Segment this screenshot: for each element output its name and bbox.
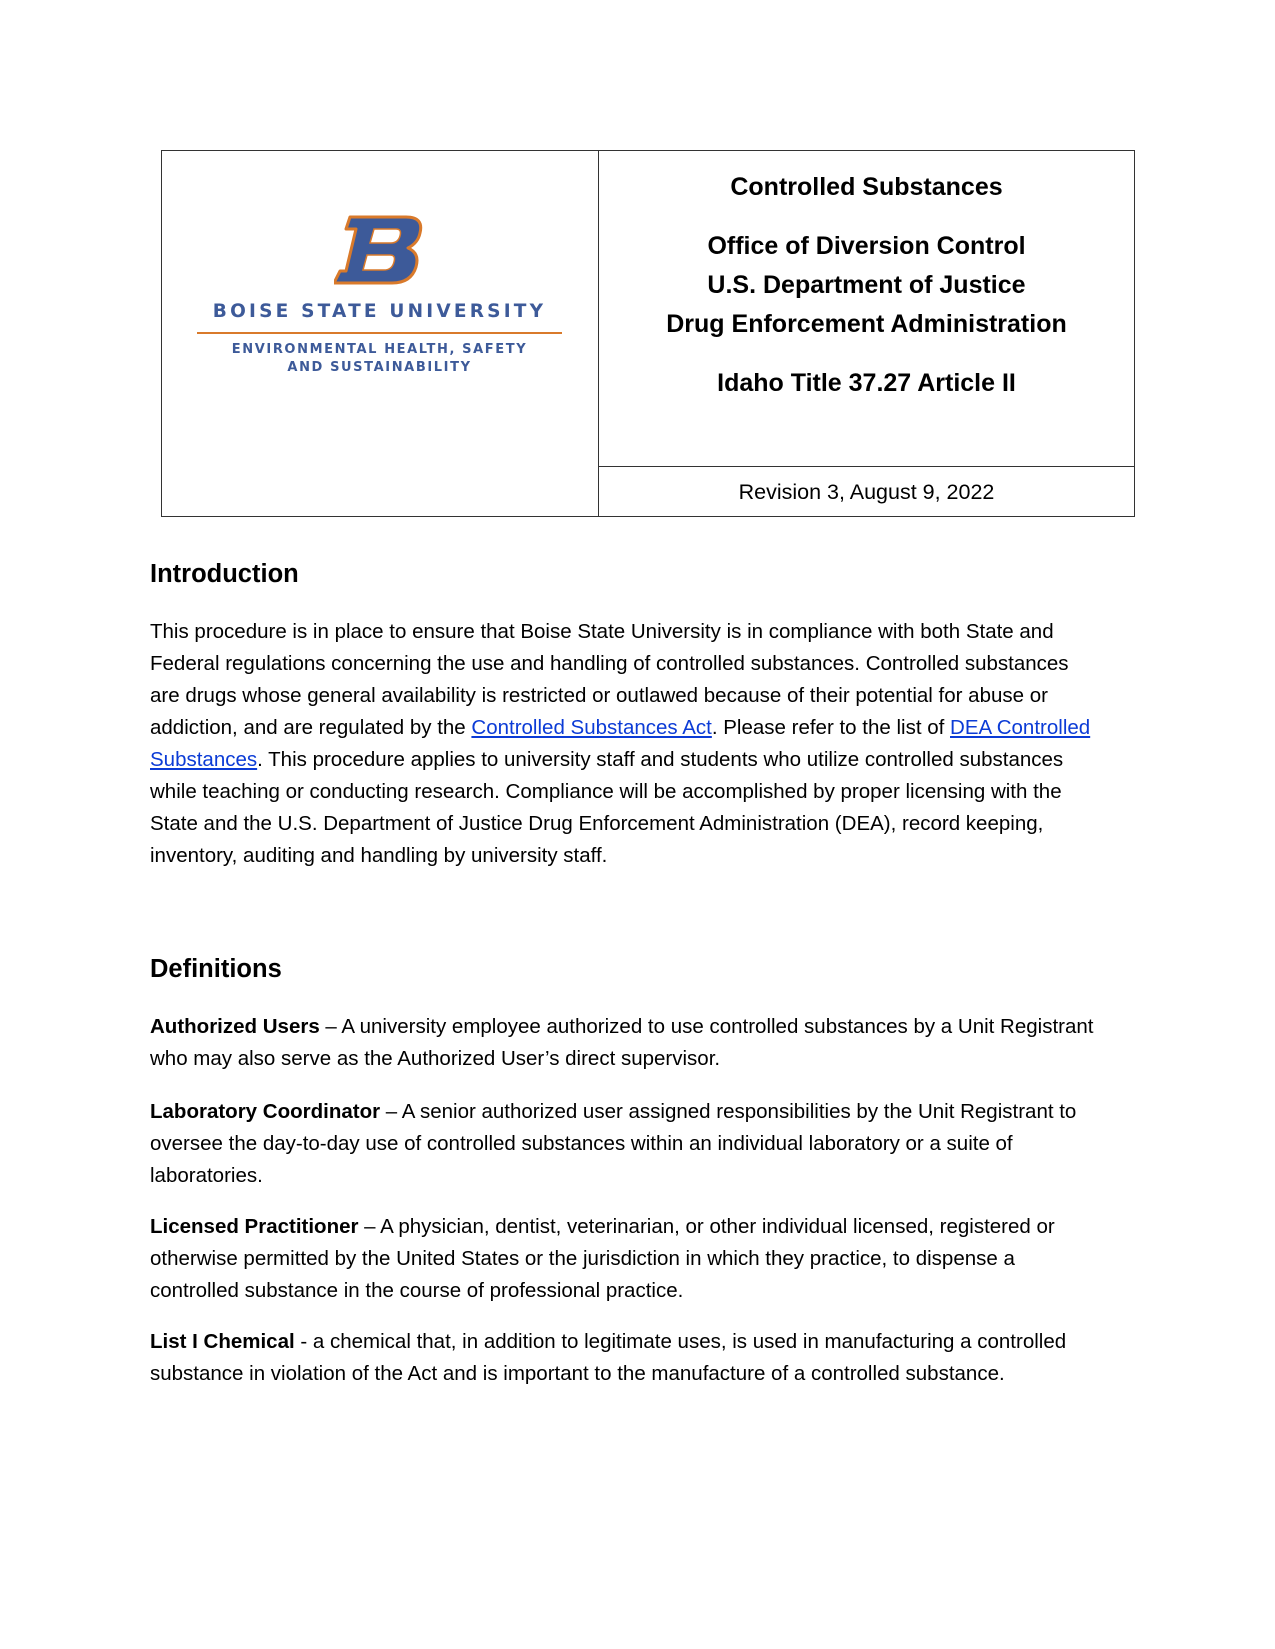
logo-department — [197, 341, 562, 377]
logo-university-name: BOISE STATE UNIVERSITY — [212, 301, 547, 322]
university-logo — [197, 215, 562, 375]
introduction-paragraph — [150, 616, 1140, 872]
definition-line: controlled substance in the course of professional practice. — [150, 1279, 684, 1302]
intro-line: This procedure is in place to ensure that Boise State University is in compliance with both State and — [150, 620, 1054, 643]
dea-controlled-substances-link[interactable]: DEA Controlled — [950, 716, 1091, 739]
definition-line: otherwise permitted by the United States or the jurisdiction in which they practice, to dispense a — [150, 1247, 1015, 1270]
logo-divider — [197, 332, 562, 334]
introduction-heading: Introduction — [150, 560, 299, 588]
logo-cell — [162, 151, 599, 516]
agency-line-3: Drug Enforcement Administration — [666, 310, 1067, 338]
definition-laboratory-coordinator — [150, 1096, 1140, 1192]
revision-cell: Revision 3, August 9, 2022 — [738, 480, 995, 504]
header-table — [161, 150, 1135, 517]
intro-line — [150, 744, 1140, 776]
intro-line: while teaching or conducting research. Compliance will be accomplished by proper licensing with the — [150, 780, 1062, 803]
definition-line: who may also serve as the Authorized User’s direct supervisor. — [150, 1047, 721, 1070]
controlled-substances-act-link[interactable]: Controlled Substances Act — [471, 716, 712, 739]
definition-term: Authorized Users — [150, 1015, 320, 1038]
definition-term: Licensed Practitioner — [150, 1215, 359, 1238]
definition-text: - a chemical that, in addition to legitimate uses, is used in manufacturing a controlled — [294, 1330, 1067, 1353]
intro-line: inventory, auditing and handling by university staff. — [150, 844, 608, 867]
definition-line — [150, 1096, 1140, 1128]
intro-line — [150, 712, 1140, 744]
definition-line: oversee the day-to-day use of controlled substances within an individual laboratory or a suite of — [150, 1132, 1013, 1155]
dea-controlled-substances-link-continued[interactable]: Substances — [150, 748, 258, 771]
definition-line: substance in violation of the Act and is important to the manufacture of a controlled substance. — [150, 1362, 1005, 1385]
intro-text: . Please refer to the list of — [711, 716, 951, 739]
definition-authorized-users — [150, 1011, 1140, 1075]
document-title: Controlled Substances — [730, 173, 1003, 201]
intro-text: . This procedure applies to university staff and students who utilize controlled substances — [257, 748, 1064, 771]
definition-text: – A university employee authorized to use controlled substances by a Unit Registrant — [319, 1015, 1094, 1038]
definition-term: List I Chemical — [150, 1330, 295, 1353]
intro-line: Federal regulations concerning the use and handling of controlled substances. Controlled substances — [150, 652, 1069, 675]
intro-line: State and the U.S. Department of Justice Drug Enforcement Administration (DEA), record keeping, — [150, 812, 1044, 835]
definition-line — [150, 1326, 1140, 1358]
definitions-heading: Definitions — [150, 955, 282, 983]
definition-licensed-practitioner — [150, 1211, 1140, 1307]
intro-line: are drugs whose general availability is restricted or outlawed because of their potential for abuse or — [150, 684, 1048, 707]
title-cell — [599, 151, 1134, 467]
statute-reference: Idaho Title 37.27 Article II — [717, 369, 1016, 397]
definition-text: – A senior authorized user assigned responsibilities by the Unit Registrant to — [380, 1100, 1077, 1123]
definition-term: Laboratory Coordinator — [150, 1100, 381, 1123]
agency-line-1: Office of Diversion Control — [707, 232, 1026, 260]
definition-list-i-chemical — [150, 1326, 1140, 1390]
intro-text: addiction, and are regulated by the — [150, 716, 472, 739]
agency-line-2: U.S. Department of Justice — [707, 271, 1026, 299]
definition-line: laboratories. — [150, 1164, 263, 1187]
logo-department-line1: ENVIRONMENTAL HEALTH, SAFETY — [231, 342, 528, 357]
definition-line — [150, 1211, 1140, 1243]
definition-text: – A physician, dentist, veterinarian, or other individual licensed, registered or — [358, 1215, 1055, 1238]
definition-line — [150, 1011, 1140, 1043]
boise-state-b-icon — [334, 215, 426, 285]
logo-department-line2: AND SUSTAINABILITY — [287, 360, 472, 375]
